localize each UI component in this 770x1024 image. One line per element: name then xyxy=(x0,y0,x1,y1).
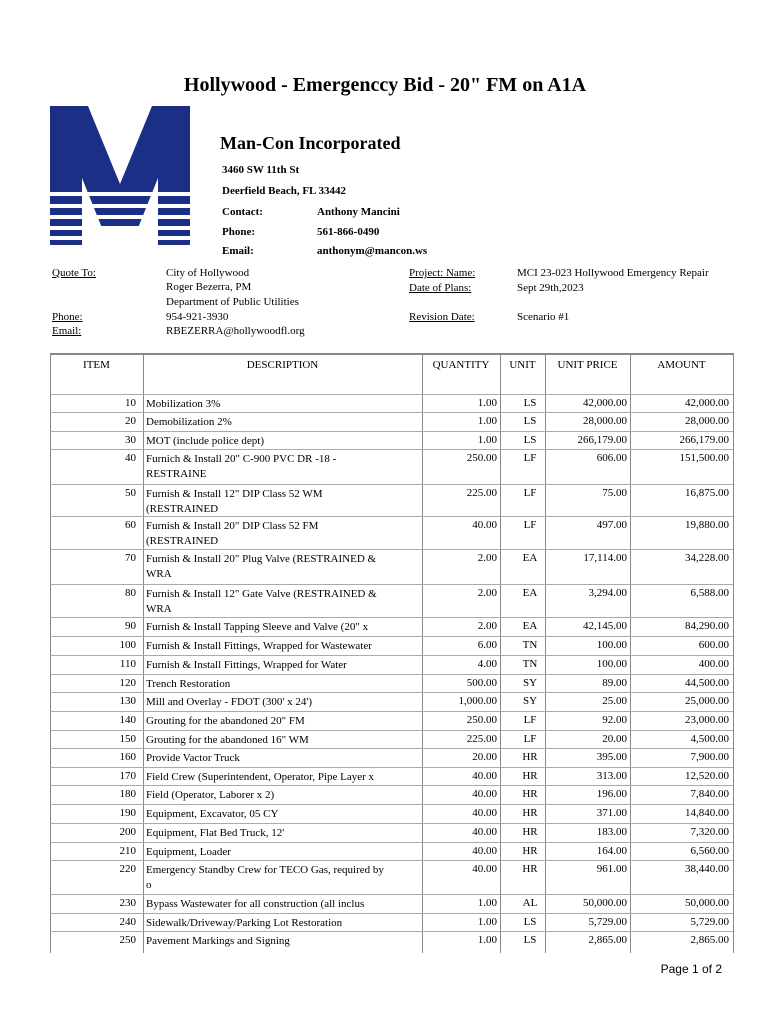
cell-unit-price: 25.00 xyxy=(602,695,627,707)
project-label: Project: Name: xyxy=(409,267,476,279)
cell-unit: HR xyxy=(522,826,538,838)
cell-item: 120 xyxy=(119,677,136,689)
email-label: Email: xyxy=(222,245,254,257)
cell-quantity: 1,000.00 xyxy=(458,695,497,707)
cell-amount: 6,560.00 xyxy=(690,845,729,857)
cell-quantity: 2.00 xyxy=(477,552,497,564)
cell-quantity: 250.00 xyxy=(466,452,497,464)
cell-item: 170 xyxy=(119,770,136,782)
cell-quantity: 1.00 xyxy=(477,897,497,909)
phone-label: Phone: xyxy=(222,226,255,238)
cell-quantity: 1.00 xyxy=(477,434,497,446)
cell-item: 230 xyxy=(119,897,136,909)
cell-unit: LF xyxy=(523,714,537,726)
cell-quantity: 6.00 xyxy=(477,639,497,651)
cell-unit-price: 100.00 xyxy=(596,639,627,651)
cell-quantity: 2.00 xyxy=(477,620,497,632)
cell-description: Equipment, Excavator, 05 CY xyxy=(146,808,279,820)
cell-amount: 50,000.00 xyxy=(685,897,729,909)
cell-unit: HR xyxy=(522,845,538,857)
cell-amount: 28,000.00 xyxy=(685,415,729,427)
cell-amount: 44,500.00 xyxy=(685,677,729,689)
cell-amount: 2,865.00 xyxy=(690,934,729,946)
cell-unit: LS xyxy=(523,434,537,446)
cell-unit: EA xyxy=(522,587,538,599)
cell-description: Furnish & Install Tapping Sleeve and Valve (20" x xyxy=(146,621,369,633)
cell-amount: 4,500.00 xyxy=(690,733,729,745)
cell-unit: HR xyxy=(522,770,538,782)
cell-unit: LS xyxy=(523,415,537,427)
cell-quantity: 225.00 xyxy=(466,733,497,745)
col-header-unit: UNIT xyxy=(509,359,536,371)
cell-amount: 7,900.00 xyxy=(690,751,729,763)
cell-description: MOT (include police dept) xyxy=(146,435,265,447)
cell-amount: 7,320.00 xyxy=(690,826,729,838)
contact-value: Anthony Mancini xyxy=(317,206,400,218)
cell-quantity: 250.00 xyxy=(466,714,497,726)
revision-value: Scenario #1 xyxy=(517,311,570,323)
cell-unit-price: 17,114.00 xyxy=(583,552,627,564)
cell-item: 20 xyxy=(125,415,136,427)
client-line: Department of Public Utilities xyxy=(166,296,299,308)
cell-item: 50 xyxy=(125,487,136,499)
cell-unit: LS xyxy=(523,934,537,946)
cell-description: Demobilization 2% xyxy=(146,416,232,428)
cell-description: Equipment, Loader xyxy=(146,846,231,858)
cell-unit: LF xyxy=(523,487,537,499)
cell-quantity: 40.00 xyxy=(472,826,497,838)
cell-unit: HR xyxy=(522,751,538,763)
cell-item: 200 xyxy=(119,826,136,838)
cell-item: 90 xyxy=(125,620,136,632)
contact-label: Contact: xyxy=(222,206,263,218)
cell-quantity: 500.00 xyxy=(466,677,497,689)
cell-unit-price: 961.00 xyxy=(596,863,627,875)
cell-quantity: 40.00 xyxy=(472,770,497,782)
cell-item: 140 xyxy=(119,714,136,726)
cell-unit: AL xyxy=(522,897,538,909)
cell-unit-price: 395.00 xyxy=(596,751,627,763)
cell-quantity: 1.00 xyxy=(477,415,497,427)
cell-description: Pavement Markings and Signing xyxy=(146,935,290,947)
quote-email-label: Email: xyxy=(52,325,82,337)
cell-amount: 400.00 xyxy=(698,658,729,670)
cell-unit-price: 497.00 xyxy=(596,519,627,531)
col-header-description: DESCRIPTION xyxy=(246,359,319,371)
cell-unit-price: 5,729.00 xyxy=(588,916,627,928)
col-header-item: ITEM xyxy=(83,359,110,371)
cell-unit: LF xyxy=(523,452,537,464)
cell-amount: 7,840.00 xyxy=(690,788,729,800)
cell-description: Furnish & Install 20" DIP Class 52 FM (RESTRAINED xyxy=(146,520,319,547)
company-address2: Deerfield Beach, FL 33442 xyxy=(222,185,347,197)
client-line: City of Hollywood xyxy=(166,267,250,279)
cell-item: 30 xyxy=(125,434,136,446)
cell-description: Furnich & Install 20" C-900 PVC DR -18 - RESTRAINE xyxy=(146,453,337,480)
quote-to-label: Quote To: xyxy=(52,267,96,279)
cell-amount: 151,500.00 xyxy=(679,452,729,464)
cell-description: Equipment, Flat Bed Truck, 12' xyxy=(146,827,285,839)
cell-unit-price: 2,865.00 xyxy=(588,934,627,946)
cell-amount: 266,179.00 xyxy=(679,434,729,446)
cell-unit-price: 75.00 xyxy=(602,487,627,499)
cell-item: 60 xyxy=(125,519,136,531)
cell-description: Trench Restoration xyxy=(146,678,231,690)
cell-quantity: 40.00 xyxy=(472,788,497,800)
col-header-unit-price: UNIT PRICE xyxy=(557,359,618,371)
cell-item: 70 xyxy=(125,552,136,564)
cell-description: Furnish & Install 20" Plug Valve (RESTRAINED & WRA xyxy=(146,553,377,580)
cell-quantity: 1.00 xyxy=(477,934,497,946)
cell-quantity: 40.00 xyxy=(472,863,497,875)
cell-unit-price: 20.00 xyxy=(602,733,627,745)
cell-description: Field (Operator, Laborer x 2) xyxy=(146,789,275,801)
cell-amount: 25,000.00 xyxy=(685,695,729,707)
client-line: RBEZERRA@hollywoodfl.org xyxy=(166,325,305,337)
cell-description: Furnish & Install Fittings, Wrapped for Water xyxy=(146,659,347,671)
cell-quantity: 2.00 xyxy=(477,587,497,599)
cell-description: Bypass Wastewater for all construction (all inclus xyxy=(146,898,365,910)
cell-item: 180 xyxy=(119,788,136,800)
cell-unit-price: 266,179.00 xyxy=(577,434,627,446)
page-number: Page 1 of 2 xyxy=(660,962,722,976)
cell-item: 40 xyxy=(125,452,136,464)
cell-unit-price: 42,000.00 xyxy=(583,397,627,409)
cell-item: 190 xyxy=(119,807,136,819)
revision-label: Revision Date: xyxy=(409,311,475,323)
cell-unit-price: 164.00 xyxy=(596,845,627,857)
phone-value: 561-866-0490 xyxy=(317,226,380,238)
cell-unit-price: 42,145.00 xyxy=(583,620,627,632)
col-header-quantity: QUANTITY xyxy=(432,359,490,371)
cell-unit-price: 28,000.00 xyxy=(583,415,627,427)
cell-description: Furnish & Install 12" DIP Class 52 WM (RESTRAINED xyxy=(146,488,323,515)
cell-unit: SY xyxy=(522,695,538,707)
cell-quantity: 4.00 xyxy=(477,658,497,670)
cell-unit-price: 89.00 xyxy=(602,677,627,689)
cell-description: Field Crew (Superintendent, Operator, Pipe Layer x xyxy=(146,771,375,783)
cell-unit-price: 606.00 xyxy=(596,452,627,464)
cell-amount: 6,588.00 xyxy=(690,587,729,599)
cell-amount: 16,875.00 xyxy=(685,487,729,499)
cell-quantity: 1.00 xyxy=(477,397,497,409)
cell-description: Furnish & Install 12" Gate Valve (RESTRAINED & WRA xyxy=(146,588,377,615)
cell-description: Grouting for the abandoned 16" WM xyxy=(146,734,309,746)
cell-unit: SY xyxy=(522,677,538,689)
cell-description: Emergency Standby Crew for TECO Gas, required by o xyxy=(146,864,384,891)
plans-date-label: Date of Plans: xyxy=(409,282,472,294)
cell-item: 210 xyxy=(119,845,136,857)
cell-unit: HR xyxy=(522,788,538,800)
cell-description: Mill and Overlay - FDOT (300' x 24') xyxy=(146,696,312,708)
quote-phone-label: Phone: xyxy=(52,311,83,323)
cell-unit: HR xyxy=(522,807,538,819)
plans-date-value: Sept 29th,2023 xyxy=(517,282,584,294)
cell-quantity: 1.00 xyxy=(477,916,497,928)
cell-item: 240 xyxy=(119,916,136,928)
cell-amount: 14,840.00 xyxy=(685,807,729,819)
cell-item: 110 xyxy=(119,658,136,670)
cell-item: 220 xyxy=(119,863,136,875)
cell-quantity: 40.00 xyxy=(472,807,497,819)
cell-amount: 5,729.00 xyxy=(690,916,729,928)
cell-unit-price: 100.00 xyxy=(596,658,627,670)
cell-amount: 12,520.00 xyxy=(685,770,729,782)
cell-quantity: 20.00 xyxy=(472,751,497,763)
cell-unit-price: 196.00 xyxy=(596,788,627,800)
cell-item: 80 xyxy=(125,587,136,599)
cell-description: Mobilization 3% xyxy=(146,398,221,410)
cell-unit-price: 313.00 xyxy=(596,770,627,782)
company-name: Man-Con Incorporated xyxy=(220,133,401,153)
cell-quantity: 225.00 xyxy=(466,487,497,499)
cell-amount: 84,290.00 xyxy=(685,620,729,632)
cell-unit-price: 50,000.00 xyxy=(583,897,627,909)
cell-amount: 19,880.00 xyxy=(685,519,729,531)
cell-unit: LS xyxy=(523,916,537,928)
cell-item: 250 xyxy=(119,934,136,946)
cell-amount: 42,000.00 xyxy=(685,397,729,409)
cell-item: 130 xyxy=(119,695,136,707)
cell-amount: 38,440.00 xyxy=(685,863,729,875)
cell-unit: LF xyxy=(523,519,537,531)
cell-description: Sidewalk/Driveway/Parking Lot Restoration xyxy=(146,917,343,929)
cell-unit: LF xyxy=(523,733,537,745)
client-line: 954-921-3930 xyxy=(166,311,229,323)
cell-unit: EA xyxy=(522,552,538,564)
cell-item: 10 xyxy=(125,397,136,409)
company-address1: 3460 SW 11th St xyxy=(222,164,300,176)
cell-unit: HR xyxy=(522,863,538,875)
cell-unit: TN xyxy=(522,639,538,651)
project-value: MCI 23-023 Hollywood Emergency Repair xyxy=(517,267,709,279)
cell-amount: 23,000.00 xyxy=(685,714,729,726)
cell-description: Grouting for the abandoned 20" FM xyxy=(146,715,305,727)
cell-unit-price: 183.00 xyxy=(596,826,627,838)
email-value: anthonym@mancon.ws xyxy=(317,245,428,257)
client-line: Roger Bezerra, PM xyxy=(166,281,252,293)
cell-unit: EA xyxy=(522,620,538,632)
col-header-amount: AMOUNT xyxy=(657,359,706,371)
cell-description: Furnish & Install Fittings, Wrapped for Wastewater xyxy=(146,640,372,652)
cell-quantity: 40.00 xyxy=(472,519,497,531)
cell-unit-price: 3,294.00 xyxy=(588,587,627,599)
cell-unit: TN xyxy=(522,658,538,670)
cell-item: 100 xyxy=(119,639,136,651)
cell-unit: LS xyxy=(523,397,537,409)
cell-quantity: 40.00 xyxy=(472,845,497,857)
cell-item: 160 xyxy=(119,751,136,763)
cell-amount: 600.00 xyxy=(698,639,729,651)
cell-unit-price: 371.00 xyxy=(596,807,627,819)
man-con-logo xyxy=(50,106,190,249)
cell-amount: 34,228.00 xyxy=(685,552,729,564)
cell-item: 150 xyxy=(119,733,136,745)
cell-description: Provide Vactor Truck xyxy=(146,752,240,764)
cell-unit-price: 92.00 xyxy=(602,714,627,726)
document-title: Hollywood - Emergenccy Bid - 20" FM on A1A xyxy=(183,74,587,96)
